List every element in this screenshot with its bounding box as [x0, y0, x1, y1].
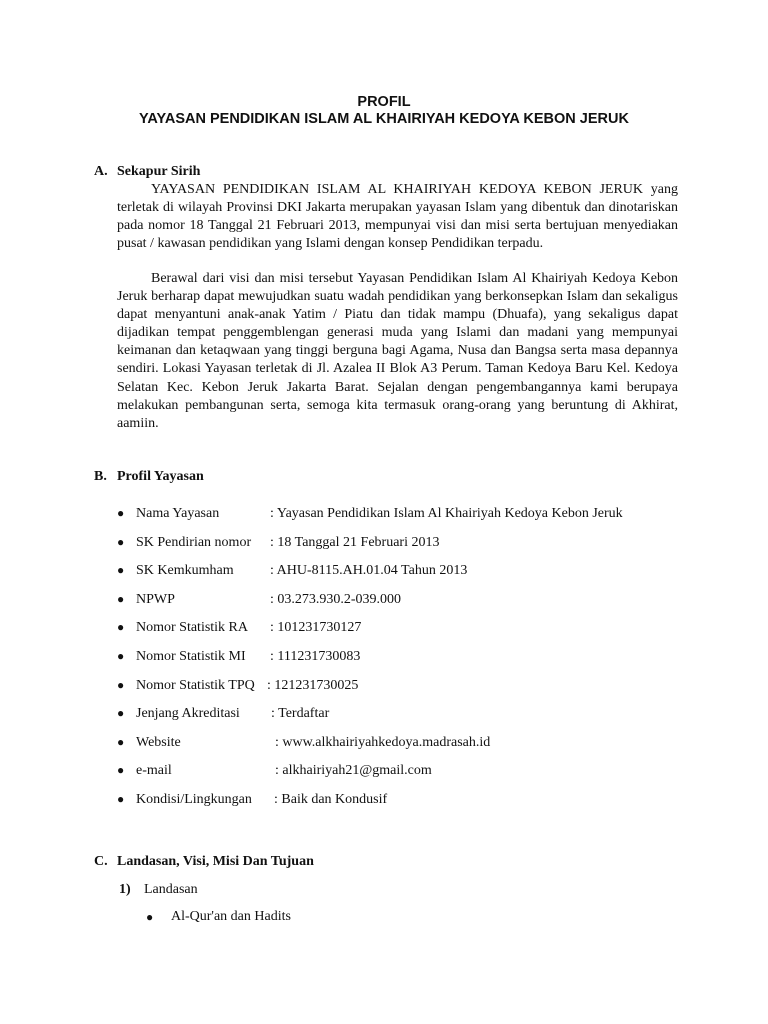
bullet-icon: ● — [117, 763, 125, 777]
bullet-icon: ● — [117, 649, 125, 663]
profile-value: : 03.273.930.2-039.000 — [270, 592, 402, 607]
subsection-number: 1) — [119, 882, 131, 897]
bullet-icon: ● — [117, 735, 125, 749]
bullet-icon: ● — [117, 678, 125, 692]
bullet-icon: ● — [117, 706, 125, 720]
profile-label: Jenjang Akreditasi — [136, 706, 240, 721]
bullet-icon: ● — [117, 592, 125, 606]
section-a-paragraph-1: YAYASAN PENDIDIKAN ISLAM AL KHAIRIYAH KEDOYA KEBON JERUK yang terletak di wilayah Provinsi DKI Jakarta merupakan yayasan Islam yang dibentuk dan dinotariskan pada nomor 18 Tanggal 21 Februari 2013, mempunyai visi dan misi serta bertujuan menyediakan pusat / kawasan pendidikan yang Islami dengan konsep Pendidikan terpadu. — [117, 182, 678, 252]
profile-label: Nomor Statistik RA — [136, 620, 249, 635]
bullet-icon: ● — [117, 792, 125, 806]
bullet-icon: ● — [117, 620, 125, 634]
bullet-icon: ● — [117, 506, 125, 520]
profile-label: Website — [136, 735, 181, 750]
section-c-title: Landasan, Visi, Misi Dan Tujuan — [117, 854, 314, 869]
profile-value: : Yayasan Pendidikan Islam Al Khairiyah Kedoya Kebon Jeruk — [270, 506, 623, 521]
profile-value: : 101231730127 — [270, 620, 362, 635]
profile-value: : 18 Tanggal 21 Februari 2013 — [270, 535, 440, 550]
document-subtitle: YAYASAN PENDIDIKAN ISLAM AL KHAIRIYAH KEDOYA KEBON JERUK — [139, 111, 629, 127]
profile-value: : 111231730083 — [270, 649, 361, 664]
profile-label: Kondisi/Lingkungan — [136, 792, 252, 807]
profile-value: : alkhairiyah21@gmail.com — [275, 763, 432, 778]
section-a-paragraph-2: Berawal dari visi dan misi tersebut Yayasan Pendidikan Islam Al Khairiyah Kedoya Kebon Jeruk berharap dapat mewujudkan suatu wadah pendidikan yang berkonsepkan Islam dan sekaligus dapat menyantuni anak-anak Yatim / Piatu dan tidak mampu (Dhuafa), yang sekaligus dapat dijadikan tempat penggemblengan generasi muda yang Islami dan madani yang mempunyai keimanan dan ketaqwaan yang tinggi berguna bagi Agama, Nusa dan Bangsa serta masa depannya sendiri. Lokasi Yayasan terletak di Jl. Azalea II Blok A3 Perum. Taman Kedoya Baru Kel. Kedoya Selatan Kec. Kebon Jeruk Jakarta Barat. Sejalan dengan pengembangannya kami berupaya melakukan pembangunan serta, semoga kita termasuk orang-orang yang beruntung di Akhirat, aamiin. — [117, 271, 678, 431]
profile-value: : AHU-8115.AH.01.04 Tahun 2013 — [270, 563, 468, 578]
profile-label: Nomor Statistik TPQ — [136, 678, 255, 693]
profile-value: : Terdaftar — [271, 706, 330, 721]
bullet-icon: ● — [117, 535, 125, 549]
profile-label: Nomor Statistik MI — [136, 649, 246, 664]
section-a-letter: A. — [94, 164, 108, 179]
section-c-letter: C. — [94, 854, 108, 869]
profile-value: : 121231730025 — [267, 678, 359, 693]
bullet-icon: ● — [146, 910, 154, 924]
subsection-label: Landasan — [144, 882, 198, 897]
profile-label: SK Kemkumham — [136, 563, 234, 578]
profile-value: : www.alkhairiyahkedoya.madrasah.id — [275, 735, 491, 750]
profile-label: Nama Yayasan — [136, 506, 220, 521]
bullet-icon: ● — [117, 563, 125, 577]
profile-label: e-mail — [136, 763, 172, 778]
document-title: PROFIL — [357, 94, 411, 110]
subsection-item: Al-Qur'an dan Hadits — [171, 909, 291, 924]
profile-value: : Baik dan Kondusif — [274, 792, 388, 807]
section-b-letter: B. — [94, 469, 107, 484]
profile-label: NPWP — [136, 592, 175, 607]
profile-label: SK Pendirian nomor — [136, 535, 252, 550]
section-a-title: Sekapur Sirih — [117, 164, 201, 179]
section-b-title: Profil Yayasan — [117, 469, 204, 484]
